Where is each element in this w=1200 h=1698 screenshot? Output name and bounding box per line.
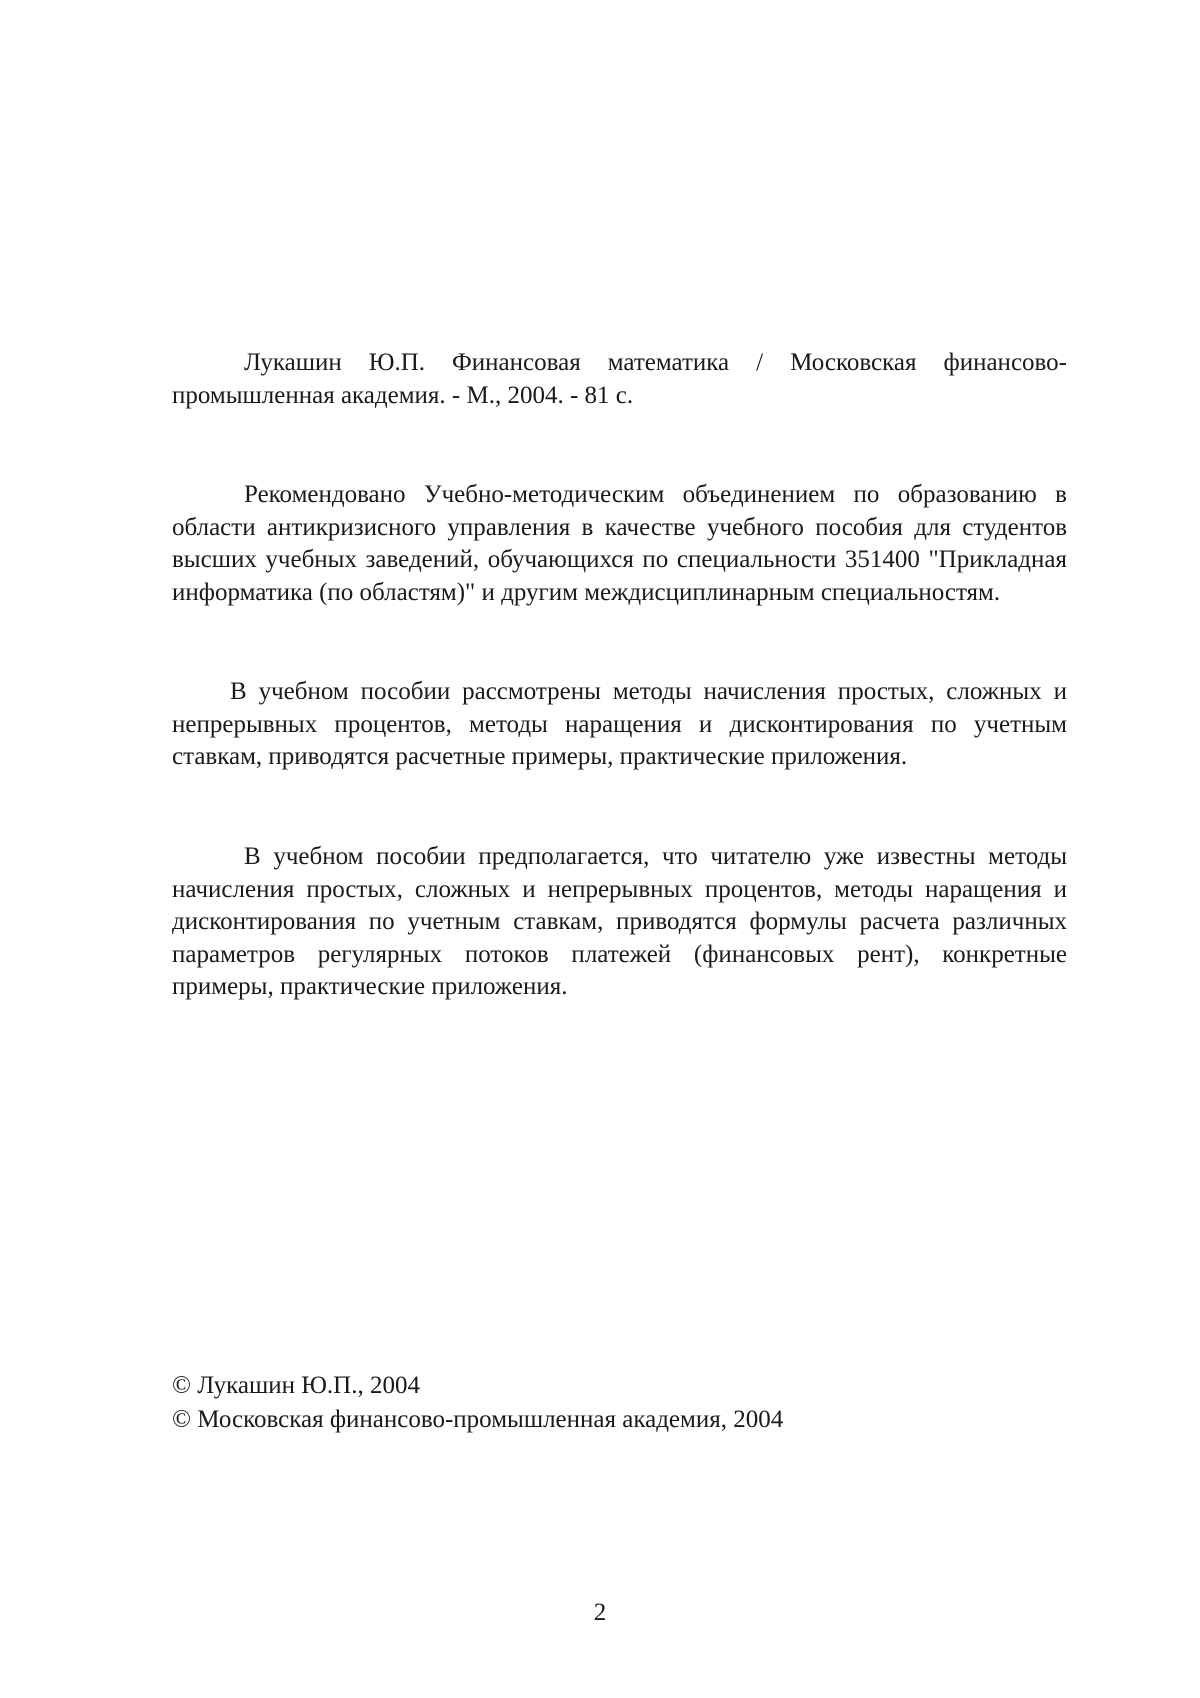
abstract-paragraph-2: В учебном пособии предполагается, что читателю уже известны методы начисления простых, сложных и непрерывных процентов, методы наращения и дисконтирования по учетным ставкам, приводятся формулы расчета различных параметров регулярных потоков платежей (финансовых рент), конкретные примеры, практические приложения.: [172, 843, 1067, 1000]
abstract-paragraph-1: В учебном пособии рассмотрены методы начисления простых, сложных и непрерывных процентов, методы наращения и дисконтирования по учетным ставкам, приводятся расчетные примеры, практические приложения.: [172, 678, 1067, 770]
bibliographic-citation: Лукашин Ю.П. Финансовая математика / Московская финансово-промышленная академия. - М., 2004. - 81 с.: [172, 349, 1067, 409]
copyright-publisher: © Московская финансово-промышленная академия, 2004: [172, 1406, 784, 1433]
copyright-author: © Лукашин Ю.П., 2004: [172, 1372, 420, 1399]
page-number: 2: [593, 1599, 607, 1626]
copyright-block: [172, 1369, 1067, 1437]
recommendation-paragraph: Рекомендовано Учебно-методическим объединением по образованию в области антикризисного управления в качестве учебного пособия для студентов высших учебных заведений, обучающихся по специальности 351400 "Прикладная информатика (по областям)" и другим междисциплинарным специальностям.: [172, 481, 1067, 606]
